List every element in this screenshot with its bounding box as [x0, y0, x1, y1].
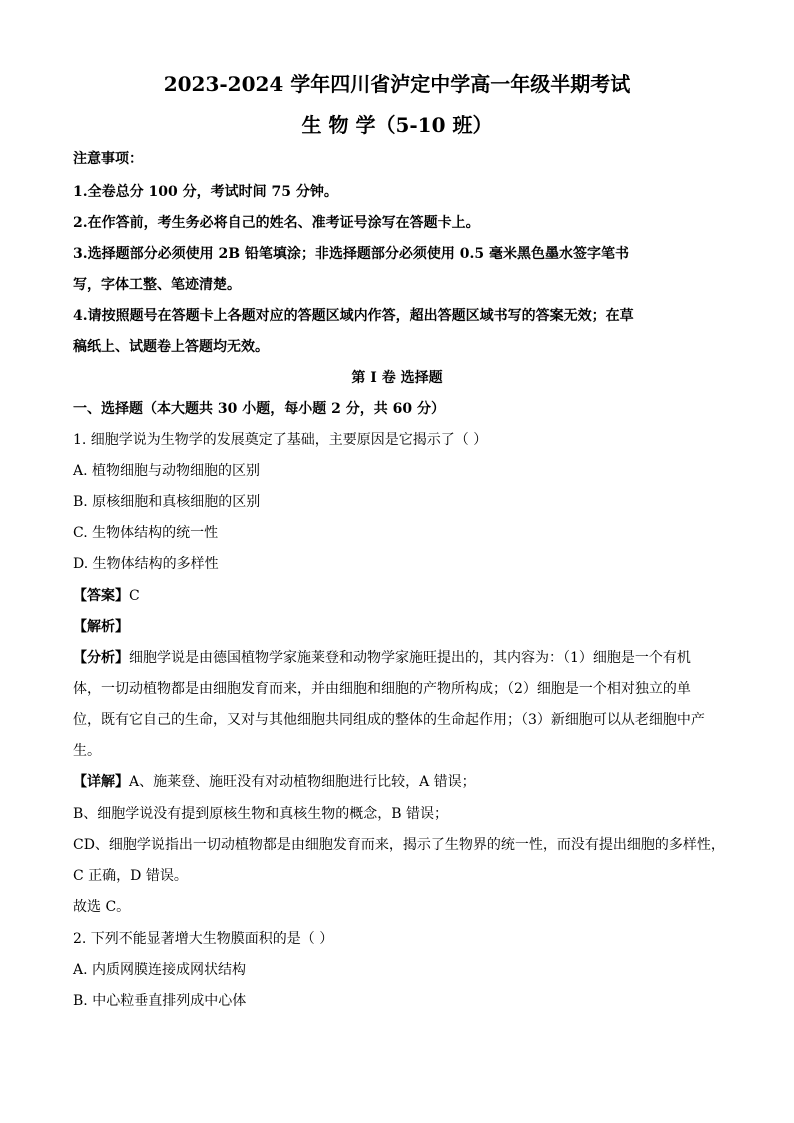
- question-option: D. 生物体结构的多样性: [73, 556, 219, 572]
- fenxi-row: [73, 648, 691, 668]
- answer-value: C: [129, 588, 140, 604]
- notice-item: 3.选择题部分必须使用 2B 铅笔填涂；非选择题部分必须使用 0.5 毫米黑色墨水签字笔书: [73, 246, 630, 262]
- analysis-tag: 【解析】: [73, 619, 129, 635]
- answer-row: [73, 586, 140, 606]
- volume-title: 第 I 卷 选择题: [351, 370, 443, 386]
- xiangjie-text: B、细胞学说没有提到原核生物和真核生物的概念，B 错误；: [73, 806, 449, 822]
- answer-tag: 【答案】: [73, 588, 129, 604]
- section-heading: 一、选择题（本大题共 30 小题，每小题 2 分，共 60 分）: [73, 401, 445, 417]
- subject-title: 生 物 学（5-10 班）: [301, 113, 493, 137]
- notice-heading: 注意事项：: [73, 151, 143, 167]
- exam-title: 2023-2024 学年四川省泸定中学高一年级半期考试: [163, 72, 631, 96]
- conclusion-text: 故选 C。: [73, 899, 131, 915]
- question-stem: 2. 下列不能显著增大生物膜面积的是（ ）: [73, 931, 334, 947]
- question-option: B. 中心粒垂直排列成中心体: [73, 993, 247, 1009]
- xiangjie-tag: 【详解】: [73, 774, 129, 790]
- fenxi-text: 位，既有它自己的生命，又对与其他细胞共同组成的整体的生命起作用；（3）新细胞可以从老细胞中产: [73, 712, 705, 728]
- question-option: B. 原核细胞和真核细胞的区别: [73, 494, 261, 510]
- xiangjie-text: A、施莱登、施旺没有对动植物细胞进行比较，A 错误；: [129, 774, 476, 790]
- notice-item: 4.请按照题号在答题卡上各题对应的答题区域内作答，超出答题区域书写的答案无效；在草: [73, 308, 634, 324]
- fenxi-text: 生。: [73, 743, 101, 759]
- notice-item: 稿纸上、试题卷上答题均无效。: [73, 339, 269, 355]
- fenxi-text: 体，一切动植物都是由细胞发育而来，并由细胞和细胞的产物所构成；（2）细胞是一个相对独立的单: [73, 681, 691, 697]
- xiangjie-text: C 正确，D 错误。: [73, 868, 188, 884]
- xiangjie-text: CD、细胞学说指出一切动植物都是由细胞发育而来，揭示了生物界的统一性，而没有提出细胞的多样性，: [73, 837, 725, 853]
- notice-item: 1.全卷总分 100 分，考试时间 75 分钟。: [73, 184, 338, 200]
- question-option: C. 生物体结构的统一性: [73, 525, 219, 541]
- notice-item: 写，字体工整、笔迹清楚。: [73, 277, 241, 293]
- fenxi-text: 细胞学说是由德国植物学家施莱登和动物学家施旺提出的，其内容为：（1）细胞是一个有机: [129, 650, 691, 666]
- notice-item: 2.在作答前，考生务必将自己的姓名、准考证号涂写在答题卡上。: [73, 215, 480, 231]
- question-option: A. 植物细胞与动物细胞的区别: [73, 463, 261, 479]
- question-option: A. 内质网膜连接成网状结构: [73, 962, 247, 978]
- xiangjie-row: [73, 772, 476, 792]
- fenxi-tag: 【分析】: [73, 650, 129, 666]
- question-stem: 1. 细胞学说为生物学的发展奠定了基础，主要原因是它揭示了（ ）: [73, 432, 488, 448]
